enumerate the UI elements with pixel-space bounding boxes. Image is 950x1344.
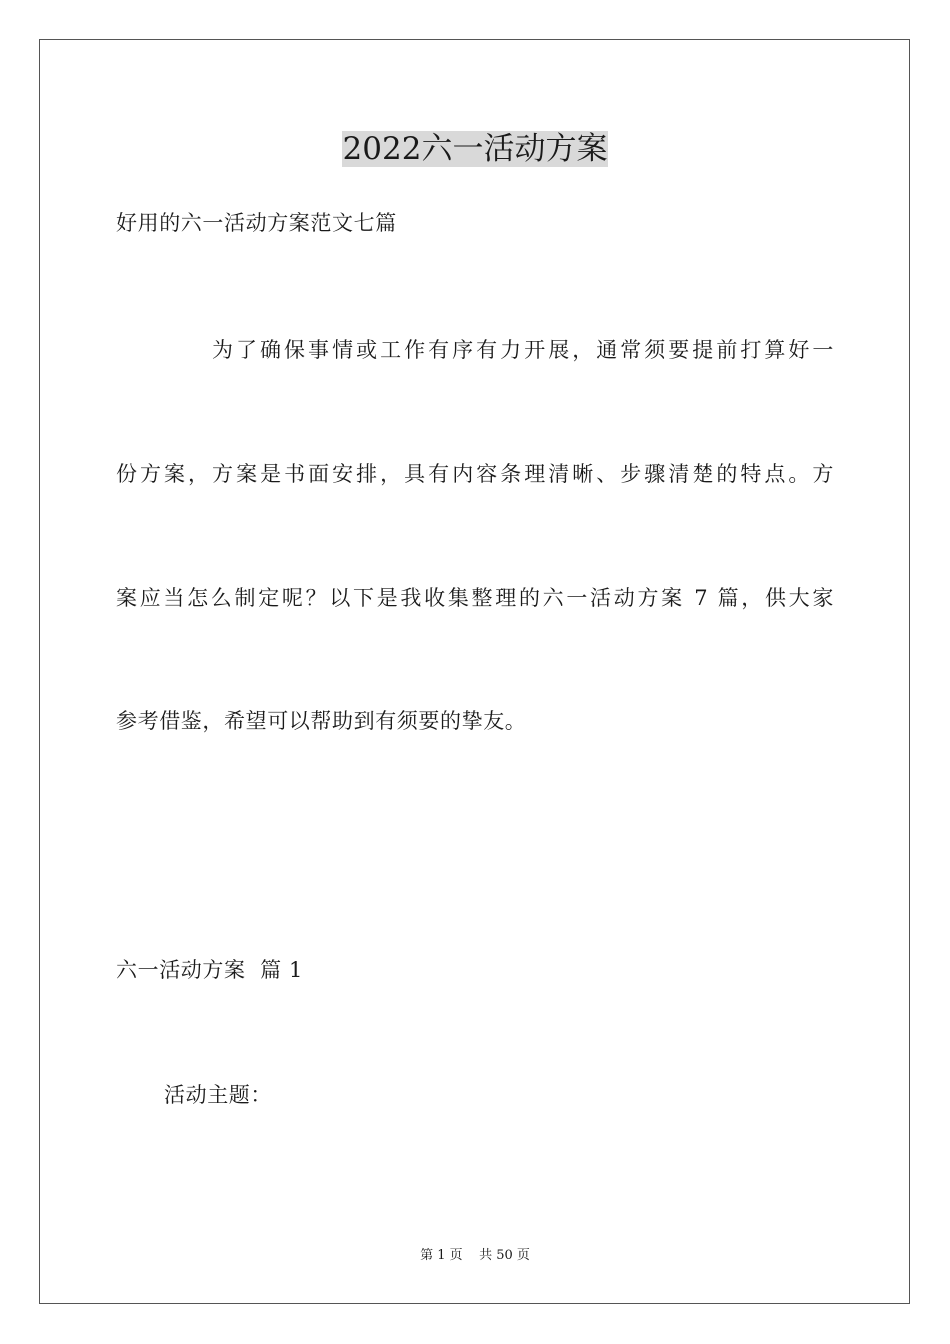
section-heading: 六一活动方案 篇 1 <box>116 958 303 982</box>
page-footer: 第 1 页 共 50 页 <box>420 1248 530 1263</box>
intro-line-2: 份方案，方案是书面安排，具有内容条理清晰、步骤清楚的特点。方 <box>116 462 834 486</box>
intro-line-1: 为了确保事情或工作有序有力开展，通常须要提前打算好一 <box>212 338 834 362</box>
document-title <box>0 126 950 172</box>
intro-line-4: 参考借鉴，希望可以帮助到有须要的挚友。 <box>116 709 527 733</box>
title-text: 2022六一活动方案 <box>342 131 608 167</box>
subtitle: 好用的六一活动方案范文七篇 <box>116 211 397 235</box>
theme-label: 活动主题： <box>164 1083 272 1107</box>
intro-line-3: 案应当怎么制定呢？以下是我收集整理的六一活动方案 7 篇，供大家 <box>116 586 834 610</box>
